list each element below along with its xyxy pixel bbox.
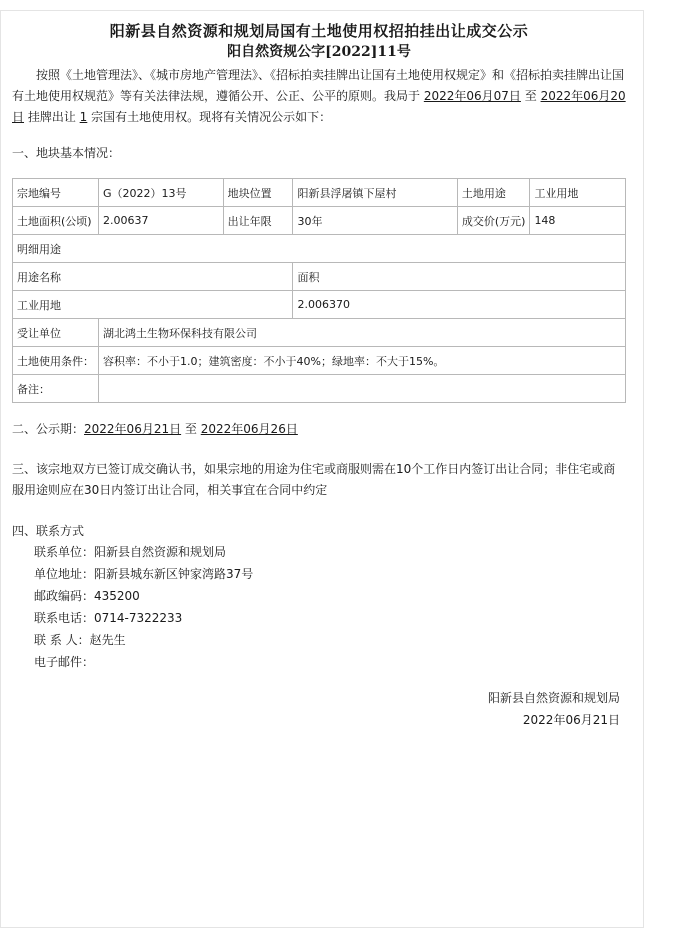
use-name-header: 用途名称 — [13, 263, 293, 291]
document-content — [12, 20, 626, 731]
section2-label: 二、公示期： — [12, 422, 85, 436]
contact-phone: 联系电话：0714-7322233 — [34, 611, 183, 625]
table-row — [13, 319, 626, 347]
intro-text-2: 至 — [520, 89, 541, 103]
doc-number: 阳自然资规公字[2022]11号 — [227, 44, 411, 60]
sign-date: 2022年06月21日 — [522, 713, 620, 727]
land-use-label: 土地用途 — [457, 179, 530, 207]
table-row — [13, 291, 626, 319]
table-row — [13, 375, 626, 403]
parcel-count: 1 — [79, 110, 88, 124]
area-label: 土地面积(公顷) — [13, 207, 99, 235]
term-label: 出让年限 — [223, 207, 293, 235]
publicity-end-date: 2022年06月26日 — [200, 422, 298, 436]
term-value: 30年 — [293, 207, 457, 235]
location-label: 地块位置 — [223, 179, 293, 207]
section2-sep: 至 — [181, 422, 201, 436]
parcel-no-value: G（2022）13号 — [99, 179, 224, 207]
remarks-value — [99, 375, 626, 403]
table-row — [13, 235, 626, 263]
detail-use-label: 明细用途 — [13, 235, 626, 263]
intro-text-3: 挂牌出让 — [24, 110, 80, 124]
sign-organization: 阳新县自然资源和规划局 — [487, 691, 620, 705]
section2-publicity-period — [12, 419, 626, 439]
contact-postcode: 邮政编码：435200 — [34, 589, 140, 603]
table-row — [13, 263, 626, 291]
assignee-value: 湖北鸿土生物环保科技有限公司 — [99, 319, 626, 347]
use-area-header: 面积 — [293, 263, 626, 291]
table-row — [13, 207, 626, 235]
area-value: 2.00637 — [99, 207, 224, 235]
section4-title: 四、联系方式 — [12, 524, 85, 538]
signature-block — [12, 687, 626, 731]
location-value: 阳新县浮屠镇下屋村 — [293, 179, 457, 207]
listing-start-date: 2022年06月07日 — [423, 89, 521, 103]
conditions-value: 容积率：不小于1.0；建筑密度：不小于40%；绿地率：不大于15%。 — [99, 347, 626, 375]
listing-end-date: 2022年06月20日 — [12, 89, 626, 124]
price-value: 148 — [530, 207, 626, 235]
land-info-table — [12, 178, 626, 403]
publicity-start-date: 2022年06月21日 — [84, 422, 182, 436]
table-row — [13, 347, 626, 375]
contact-email: 电子邮件： — [34, 655, 95, 669]
detail-area-value: 2.006370 — [293, 291, 626, 319]
detail-use-value: 工业用地 — [13, 291, 293, 319]
intro-paragraph — [12, 65, 626, 128]
table-row — [13, 179, 626, 207]
doc-title: 阳新县自然资源和规划局国有土地使用权招拍挂出让成交公示 — [109, 22, 529, 40]
parcel-no-label: 宗地编号 — [13, 179, 99, 207]
land-use-value: 工业用地 — [530, 179, 626, 207]
remarks-label: 备注： — [13, 375, 99, 403]
assignee-label: 受让单位 — [13, 319, 99, 347]
intro-text-4: 宗国有土地使用权。现将有关情况公示如下： — [87, 110, 332, 124]
contact-unit: 联系单位：阳新县自然资源和规划局 — [34, 545, 227, 559]
section1-title: 一、地块基本情况： — [12, 146, 121, 160]
contact-address: 单位地址：阳新县城东新区钟家湾路37号 — [34, 567, 254, 581]
section3-text: 三、该宗地双方已签订成交确认书，如果宗地的用途为住宅或商服则需在10个工作日内签订出让合同；非住宅或商服用途则应在30日内签订出让合同，相关事宜在合同中约定 — [12, 462, 616, 497]
intro-text-1: 按照《土地管理法》、《城市房地产管理法》、《招标拍卖挂牌出让国有土地使用权规定》和《招标拍卖挂牌出让国有土地使用权规范》等有关法律法规，遵循公开、公正、公平的原则。我局于 — [12, 68, 625, 103]
price-label: 成交价(万元) — [457, 207, 530, 235]
contact-person: 联 系 人：赵先生 — [34, 633, 126, 647]
conditions-label: 土地使用条件： — [13, 347, 99, 375]
